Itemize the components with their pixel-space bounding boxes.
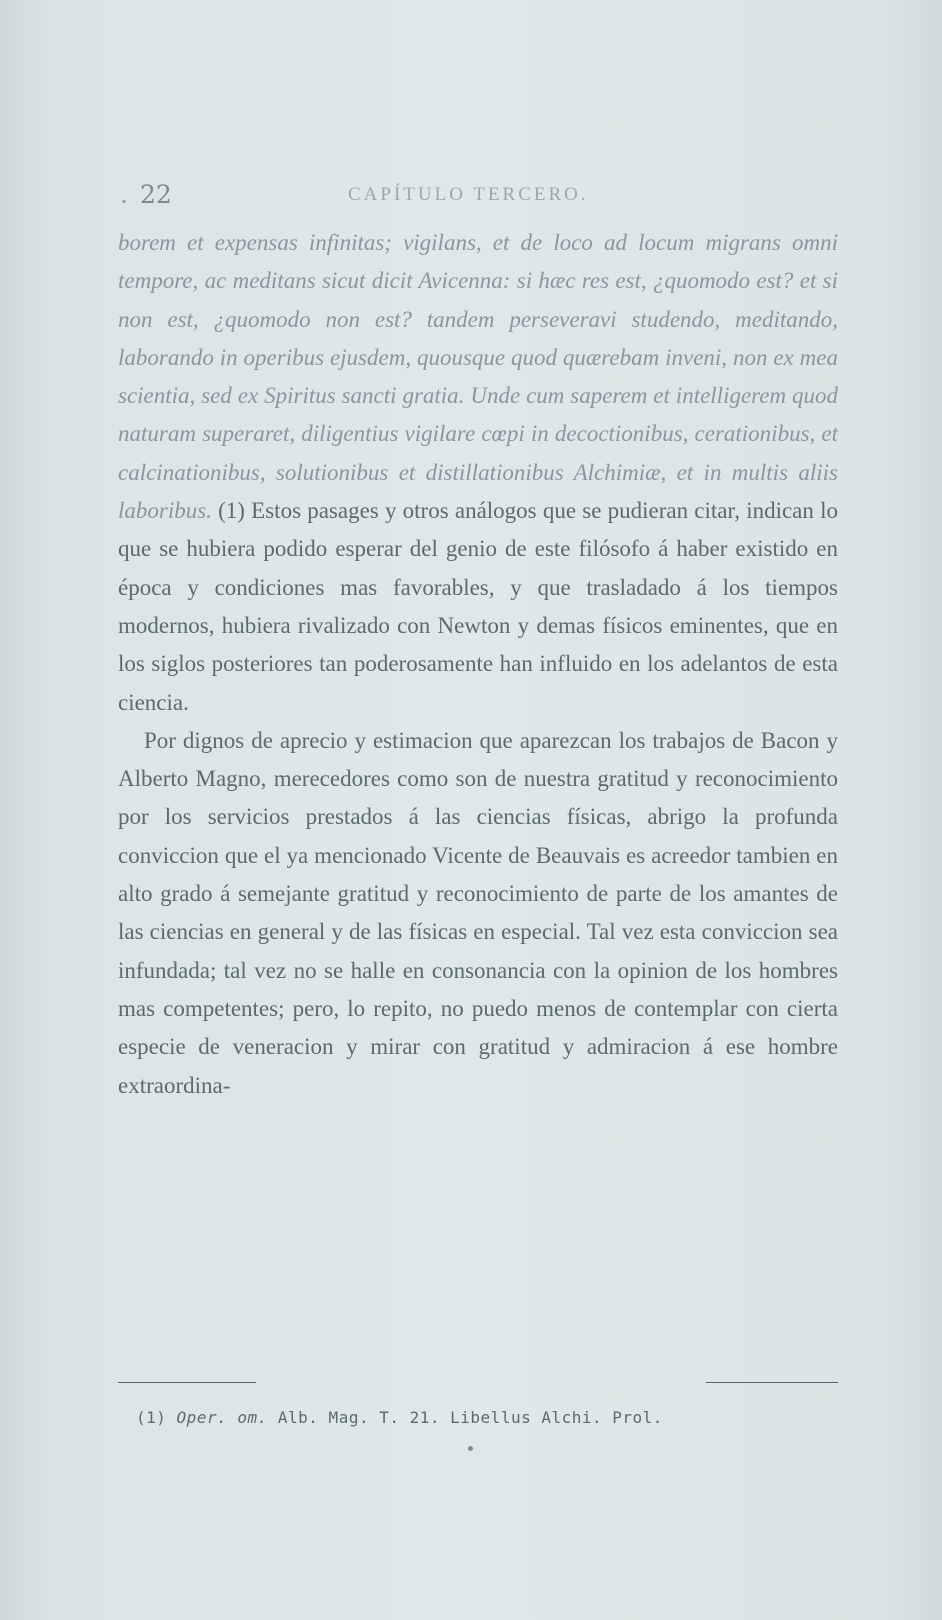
footnote xyxy=(136,1408,836,1427)
footnote-rule-left xyxy=(118,1382,256,1383)
footnote-work: Oper. om. xyxy=(176,1408,268,1427)
paragraph-2: Por dignos de aprecio y estimacion que aparezcan los trabajos de Bacon y Alberto Magno, merecedores como son de nuestra gratitud y reconocimiento por los servicios prestados á las ciencias físicas, abrigo la profunda conviccion que el ya mencionado Vicente de Beauvais es acreedor tambien en alto grado á semejante gratitud y reconocimiento de parte de los amantes de las ciencias en general y de las físicas en especial. Tal vez esta conviccion sea infundada; tal vez no se halle en consonancia con la opinion de los hombres mas competentes; pero, lo repito, no puedo menos de contemplar con cierta especie de veneracion y mirar con gratitud y admiracion á ese hombre extraordina- xyxy=(118,727,838,1098)
ink-speck xyxy=(468,1446,473,1451)
paragraph-1 xyxy=(118,224,838,722)
footnote-separator xyxy=(118,1382,838,1384)
footnote-citation: Alb. Mag. T. 21. Libellus Alchi. Prol. xyxy=(277,1408,663,1427)
latin-quotation: borem et expensas infinitas; vigilans, et de loco ad locum migrans omni tempore, ac meditans sicut dicit Avicenna: si hæc res est, ¿quomodo est? et si non est, ¿quomodo non est? tandem perseveravi studendo, meditando, laborando in operibus ejusdem, quousque quod quærebam inveni, non ex mea scientia, sed ex Spiritus sancti gratia. Unde cum saperem et intelligerem quod naturam superaret, diligentius vigilare cœpi in decoctionibus, cerationibus, et calcinationibus, solutionibus et distillationibus Alchimiæ, et in multis aliis laboribus. xyxy=(118,230,838,524)
body-text xyxy=(118,224,838,1105)
paragraph-1-text: (1) Estos pasages y otros análogos que se pudieran citar, indican lo que se hubiera podido esperar del genio de este filósofo á haber existido en época y condiciones mas favorables, y que trasladado á los tiempos modernos, hubiera rivalizado con Newton y demas físicos eminentes, que en los siglos posteriores tan poderosamente han influido en los adelantos de esta ciencia. xyxy=(118,498,838,715)
footnote-rule-right xyxy=(706,1382,838,1383)
footnote-marker: (1) xyxy=(136,1408,167,1427)
page-header xyxy=(118,180,838,216)
page-number: . 22 xyxy=(140,180,172,209)
running-head: CAPÍTULO TERCERO. xyxy=(348,184,589,205)
